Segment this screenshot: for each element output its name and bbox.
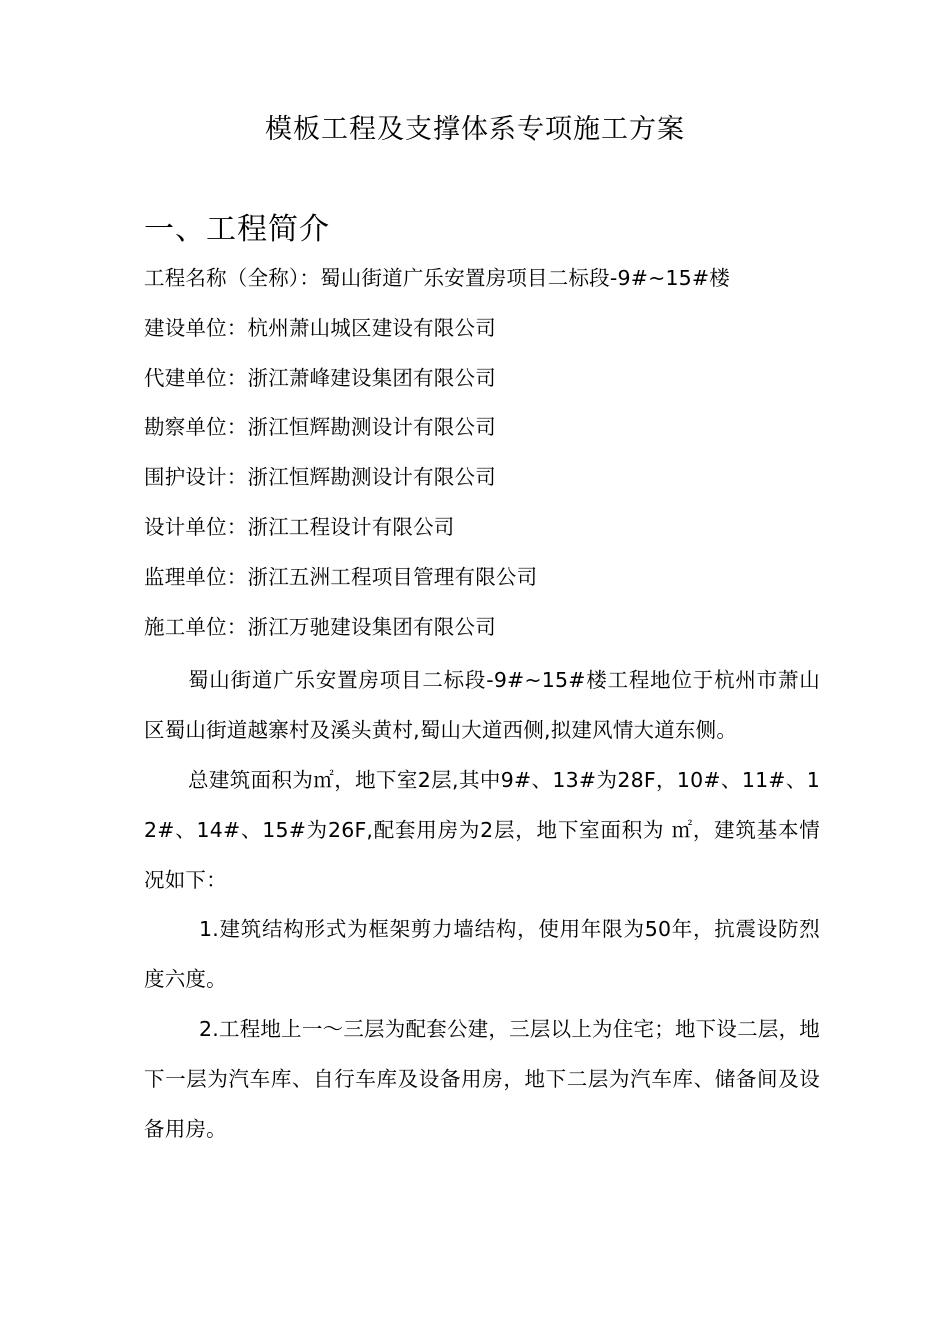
paragraph-building-area: 总建筑面积为㎡，地下室2层,其中9#、13#为28F，10#、11#、12#、14#、15#为26F,配套用房为2层，地下室面积为 ㎡，建筑基本情况如下： bbox=[144, 768, 820, 892]
info-enclosure-design: 围护设计：浙江恒辉勘测设计有限公司 bbox=[144, 465, 496, 490]
info-design-unit: 设计单位：浙江工程设计有限公司 bbox=[144, 514, 455, 539]
section-heading: 一、工程简介 bbox=[144, 212, 330, 247]
paragraph-location: 蜀山街道广乐安置房项目二标段-9#~15#楼工程地位于杭州市萧山区蜀山街道越寨村及溪头黄村,蜀山大道西侧,拟建风情大道东侧。 bbox=[144, 668, 820, 742]
paragraph-structure-form: 1.建筑结构形式为框架剪力墙结构，使用年限为50年，抗震设防烈度六度。 bbox=[144, 917, 820, 991]
info-construction-unit: 施工单位：浙江万驰建设集团有限公司 bbox=[144, 614, 496, 639]
info-owner-unit: 建设单位：杭州萧山城区建设有限公司 bbox=[144, 315, 496, 340]
info-survey-unit: 勘察单位：浙江恒辉勘测设计有限公司 bbox=[144, 415, 496, 440]
info-project-name: 工程名称（全称）：蜀山街道广乐安置房项目二标段-9#~15#楼 bbox=[144, 266, 731, 290]
document-title: 模板工程及支撑体系专项施工方案 bbox=[265, 114, 685, 145]
info-agent-construction-unit: 代建单位：浙江萧峰建设集团有限公司 bbox=[144, 365, 496, 390]
project-info-list bbox=[144, 258, 730, 656]
info-supervision-unit: 监理单位：浙江五洲工程项目管理有限公司 bbox=[144, 564, 538, 589]
paragraph-floor-usage: 2.工程地上一～三层为配套公建，三层以上为住宅；地下设二层，地下一层为汽车库、自行车库及设备用房，地下二层为汽车库、储备间及设备用房。 bbox=[144, 1017, 820, 1141]
